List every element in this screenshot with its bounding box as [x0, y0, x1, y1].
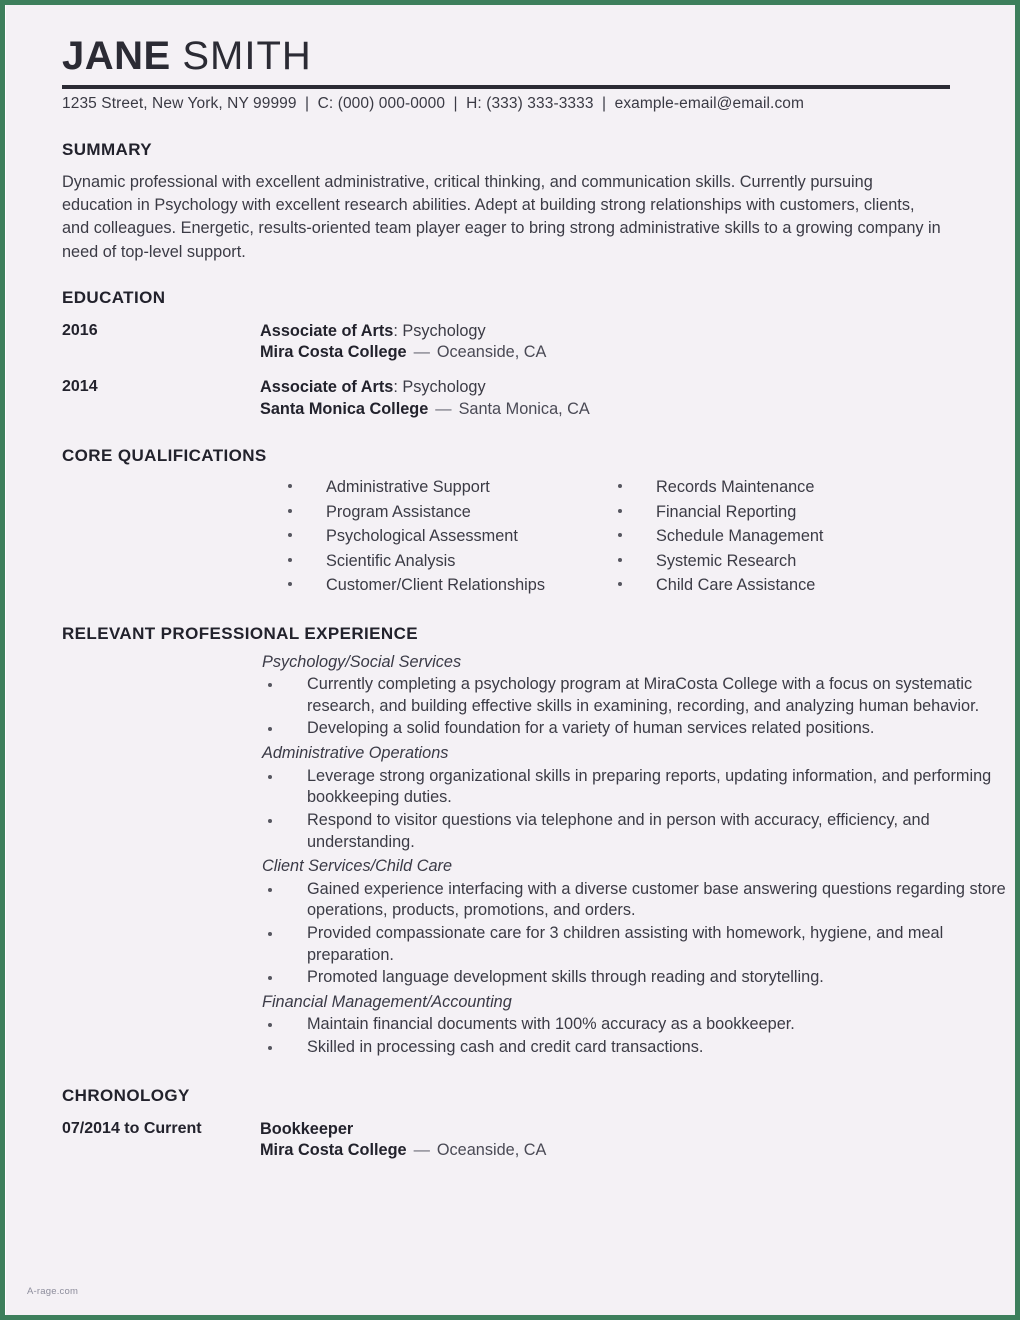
resume-header [62, 33, 957, 113]
candidate-first-name: JANE [62, 34, 171, 78]
education-degree: Associate of Arts [260, 321, 394, 340]
education-entry [62, 321, 957, 364]
list-item: Currently completing a psychology program at MiraCosta College with a focus on systematic research, and building effective skills in examining, recording, and analyzing human behavior. [262, 674, 1020, 718]
core-qualifications-columns [62, 475, 957, 597]
contact-separator: | [305, 95, 310, 113]
chronology-dash: — [413, 1141, 430, 1160]
education-detail [260, 377, 590, 420]
experience-groups [62, 650, 1006, 1060]
experience-bullet-list [262, 879, 1006, 990]
list-item: Financial Reporting [614, 500, 944, 524]
experience-subheading: Psychology/Social Services [262, 652, 462, 671]
experience-subheading: Financial Management/Accounting [262, 993, 512, 1011]
experience-group [262, 650, 980, 741]
chronology-job-title: Bookkeeper [260, 1119, 354, 1138]
list-item: Psychological Assessment [284, 524, 614, 548]
experience-group [262, 854, 1006, 990]
resume-content [62, 33, 1006, 1162]
experience-heading: RELEVANT PROFESSIONAL EXPERIENCE [62, 623, 419, 643]
experience-group [262, 990, 957, 1060]
contact-separator: | [602, 95, 607, 113]
contact-email[interactable]: example-email@email.com [614, 95, 805, 113]
core-qualifications-heading: CORE QUALIFICATIONS [62, 446, 267, 466]
experience-subheading: Client Services/Child Care [262, 857, 453, 876]
list-item: Customer/Client Relationships [284, 573, 614, 597]
core-qualifications-section [62, 446, 957, 597]
summary-heading: SUMMARY [62, 140, 152, 160]
list-item: Schedule Management [614, 524, 944, 548]
chronology-employer: Mira Costa College [260, 1141, 407, 1160]
education-date: 2016 [62, 321, 98, 339]
list-item: Leverage strong organizational skills in preparing reports, updating information, and performing bookkeeping duties. [262, 766, 1020, 810]
education-field: : Psychology [393, 378, 486, 397]
experience-section [62, 623, 1006, 1060]
education-heading: EDUCATION [62, 287, 166, 307]
education-section [62, 288, 957, 421]
education-detail [260, 321, 546, 364]
list-item: Systemic Research [614, 549, 944, 573]
chronology-location: Oceanside, CA [436, 1141, 547, 1160]
contact-separator: | [453, 95, 458, 113]
list-item: Skilled in processing cash and credit card transactions. [262, 1037, 1020, 1060]
education-school-line [260, 342, 546, 364]
chronology-date: 07/2014 to Current [62, 1119, 202, 1137]
education-location: Santa Monica, CA [458, 399, 590, 418]
education-school: Santa Monica College [260, 399, 429, 418]
experience-group [262, 741, 992, 854]
candidate-name [62, 33, 957, 80]
summary-text: Dynamic professional with excellent administrative, critical thinking, and communication skills. Currently pursuing education in Psychology with excellent research abilities. Adept at building strong relationships with customers, clients, and colleagues. Energetic, results-oriented team player eager to bring strong administrative skills to a growing company in need of top-level support. [62, 173, 941, 261]
list-item: Developing a solid foundation for a variety of human services related positions. [262, 718, 1020, 741]
education-date: 2014 [62, 378, 98, 396]
experience-bullet-list [262, 1014, 957, 1059]
list-item: Gained experience interfacing with a diverse customer base answering questions regarding store operations, products, promotions, and orders. [262, 879, 1020, 923]
education-degree: Associate of Arts [260, 378, 394, 397]
education-field: : Psychology [393, 321, 486, 340]
list-item: Maintain financial documents with 100% accuracy as a bookkeeper. [262, 1014, 1020, 1037]
contact-home: H: (333) 333-3333 [466, 95, 594, 113]
core-qualifications-column-left [284, 475, 614, 597]
list-item: Child Care Assistance [614, 573, 944, 597]
experience-bullet-list [262, 766, 992, 855]
resume-page [5, 5, 1015, 1315]
chronology-detail [260, 1119, 546, 1162]
experience-bullet-list [262, 674, 980, 741]
education-school: Mira Costa College [260, 343, 407, 362]
chronology-employer-line [260, 1140, 546, 1162]
candidate-last-name: SMITH [182, 34, 312, 78]
list-item: Respond to visitor questions via telephone and in person with accuracy, efficiency, and understanding. [262, 810, 1020, 854]
header-divider [62, 85, 950, 89]
education-degree-line [260, 377, 590, 399]
education-school-line [260, 399, 590, 421]
chronology-entry [62, 1119, 957, 1162]
education-degree-line [260, 321, 546, 343]
list-item: Provided compassionate care for 3 children assisting with homework, hygiene, and meal preparation. [262, 923, 1020, 967]
core-qualifications-column-right [614, 475, 944, 597]
list-item: Administrative Support [284, 475, 614, 499]
chronology-section [62, 1086, 957, 1162]
education-dash: — [413, 343, 430, 362]
experience-subheading: Administrative Operations [262, 744, 449, 763]
list-item: Promoted language development skills through reading and storytelling. [262, 967, 1020, 990]
education-entry [62, 377, 957, 420]
contact-address: 1235 Street, New York, NY 99999 [62, 95, 297, 113]
summary-section [62, 140, 957, 264]
education-location: Oceanside, CA [436, 343, 547, 362]
list-item: Program Assistance [284, 500, 614, 524]
chronology-heading: CHRONOLOGY [62, 1085, 190, 1105]
list-item: Records Maintenance [614, 475, 944, 499]
education-dash: — [435, 399, 452, 418]
contact-line [62, 95, 957, 113]
list-item: Scientific Analysis [284, 549, 614, 573]
contact-cell: C: (000) 000-0000 [317, 95, 446, 113]
site-watermark: A-rage.com [27, 1286, 79, 1297]
